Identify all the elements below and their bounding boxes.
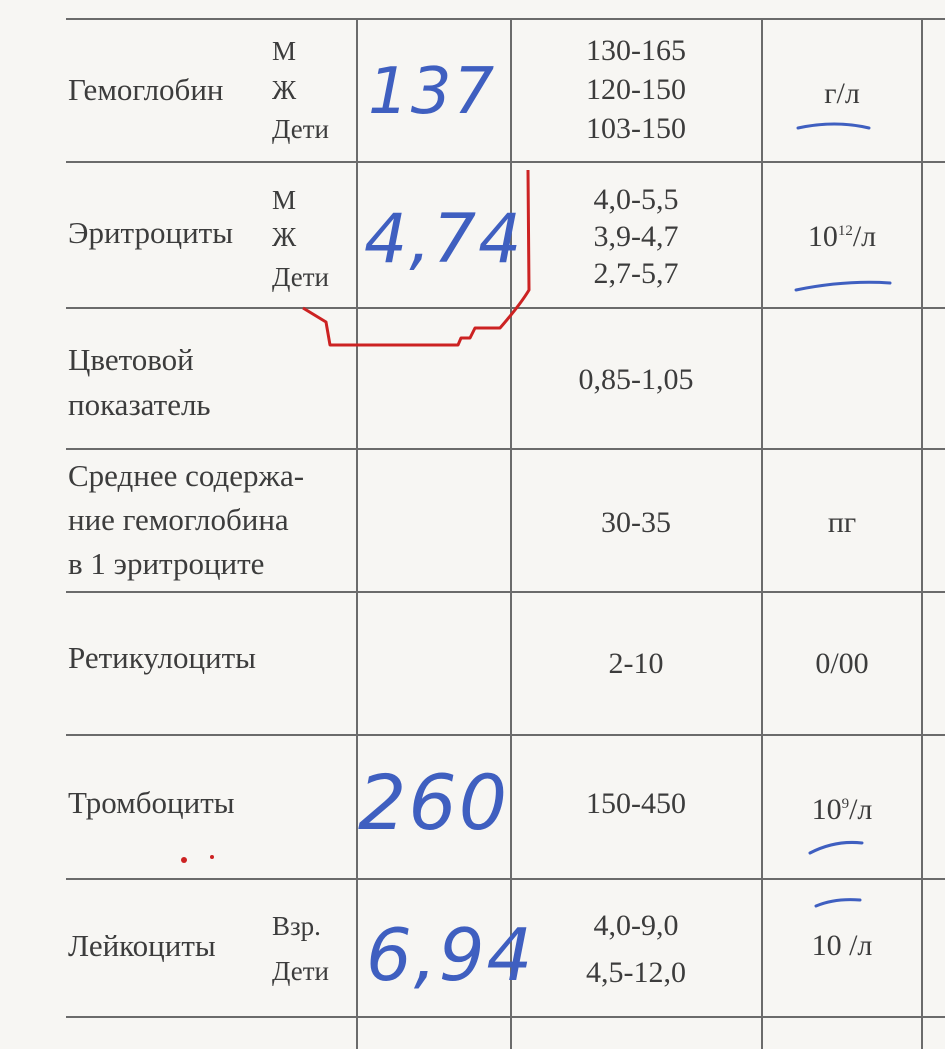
red-dot-mark xyxy=(210,855,214,859)
group-label: М xyxy=(272,36,297,66)
row-label-mch-2: ние гемоглобина xyxy=(68,502,289,537)
blue-underline-mark xyxy=(816,900,860,906)
row-label-platelets: Тромбоциты xyxy=(68,785,235,820)
unit-tail: /л xyxy=(852,220,877,253)
row-label-leukocytes: Лейкоциты xyxy=(68,928,216,963)
group-label: Ж xyxy=(272,222,297,252)
row-label-color-index-1: Цветовой xyxy=(68,342,194,377)
row-label-mch-3: в 1 эритроците xyxy=(68,546,265,581)
red-bracket-mark xyxy=(303,170,529,345)
norm-value: 3,9-4,7 xyxy=(593,220,679,253)
unit-exponent: 12 xyxy=(837,223,853,239)
norm-value: 130-165 xyxy=(586,34,686,67)
unit-exponent: 9 xyxy=(841,796,850,812)
group-label: Дети xyxy=(272,956,329,986)
handwritten-value-leukocytes: 6,94 xyxy=(366,913,535,997)
norm-value: 30-35 xyxy=(601,506,671,539)
handwritten-value-platelets: 260 xyxy=(358,758,510,847)
group-label: Дети xyxy=(272,262,329,292)
blue-underline-mark xyxy=(796,282,890,290)
unit-base: 10 xyxy=(807,220,838,253)
unit-label: 0/00 xyxy=(815,647,869,680)
handwritten-value-hemoglobin: 137 xyxy=(368,55,497,129)
norm-value: 150-450 xyxy=(586,787,686,820)
norm-value: 4,0-5,5 xyxy=(593,183,679,216)
row-label-reticulocytes: Ретикулоциты xyxy=(68,640,257,675)
row-label-hemoglobin: Гемоглобин xyxy=(68,72,224,107)
group-label: Ж xyxy=(272,75,297,105)
row-label-color-index-2: показатель xyxy=(68,387,211,422)
norm-value: 103-150 xyxy=(586,112,686,145)
unit-tail: /л xyxy=(849,793,873,826)
norm-value: 4,0-9,0 xyxy=(593,909,679,942)
handwritten-value-erythrocytes: 4,74 xyxy=(364,200,524,279)
norm-value: 4,5-12,0 xyxy=(586,956,686,989)
blue-underline-mark xyxy=(798,124,869,128)
unit-label: г/л xyxy=(824,77,860,110)
row-label-erythrocytes: Эритроциты xyxy=(68,215,234,250)
red-dot-mark xyxy=(181,857,187,863)
unit-label: пг xyxy=(827,506,857,539)
norm-value: 2,7-5,7 xyxy=(593,257,679,290)
unit-base: 10 xyxy=(811,793,842,826)
norm-value: 120-150 xyxy=(586,73,686,106)
group-label: Взр. xyxy=(272,911,321,941)
group-label: Дети xyxy=(272,114,329,144)
unit-label: 10 /л xyxy=(811,929,873,962)
group-label: М xyxy=(272,185,297,215)
norm-value: 2-10 xyxy=(608,647,664,680)
blue-underline-mark xyxy=(810,842,862,853)
row-label-mch-1: Среднее содержа- xyxy=(68,458,305,493)
norm-value: 0,85-1,05 xyxy=(578,363,694,396)
